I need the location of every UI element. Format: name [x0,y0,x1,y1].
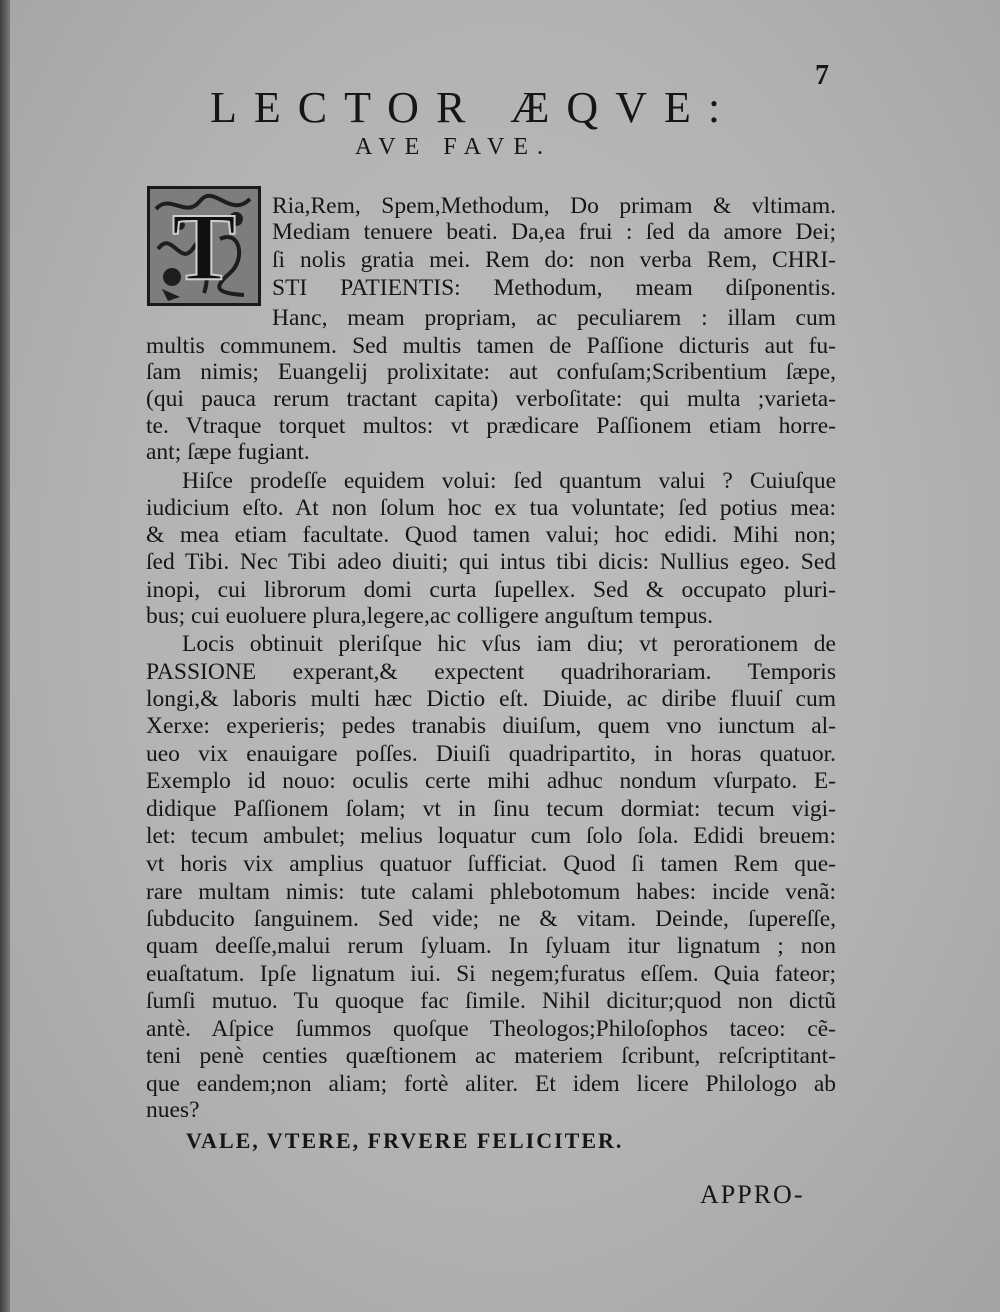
text-line: antè. Aſpice ſummos quoſque Theologos;Philoſophos taceo: cẽ- [146,1016,836,1042]
text-line: teni penè centies quæſtionem ac materiem ſcribunt, reſcriptitant- [146,1043,836,1069]
text-line: te. Vtraque torquet multos: vt prædicare Paſſionem etiam horre- [146,413,836,439]
text-line: iudicium eſto. At non ſolum hoc ex tua voluntate; ſed potius mea: [146,495,836,521]
drop-cap-letter: T [171,193,237,300]
page-gutter-shadow [0,0,10,1312]
text-line: quam deeſſe,malui rerum ſyluam. In ſyluam itur lignatum ; non [146,933,836,959]
catchword: APPRO- [700,1180,805,1209]
page-number: 7 [815,60,829,91]
text-line: vt horis vix amplius quatuor ſufficiat. Quod ſi tamen Rem que- [146,851,836,877]
text-line: Ria,Rem, Spem,Methodum, Do primam & vltimam. [272,193,836,219]
text-line: longi,& laboris multi hæc Dictio eſt. Diuide, ac diribe fluuiſ cum [146,686,836,712]
text-line: let: tecum ambulet; melius loquatur cum ſolo ſola. Edidi breuem: [146,823,836,849]
text-line: didique Paſſionem ſolam; vt in ſinu tecum dormiat: tecum vigi- [146,796,836,822]
text-line: Hiſce prodeſſe equidem volui: ſed quantum valui ? Cuiuſque [182,468,836,494]
text-line: (qui pauca rerum tractant capita) verboſitate: qui multa ;varieta- [146,386,836,412]
text-line: multis communem. Sed multis tamen de Paſſione dicturis aut fu- [146,333,836,359]
text-line: bus; cui euoluere plura,legere,ac colligere anguſtum tempus. [146,603,714,629]
page-heading: LECTOR ÆQVE: [210,83,738,132]
text-line: Exemplo id nouo: oculis certe mihi adhuc nondum vſurpato. E- [146,768,836,794]
drop-cap-ornament-icon [150,189,258,303]
text-line: nues? [146,1097,200,1123]
text-line: rare multam nimis: tute calami phlebotomum habes: incide venã: [146,879,836,905]
book-page [10,0,1000,1312]
text-line: que eandem;non aliam; fortè aliter. Et idem licere Philologo ab [146,1071,836,1097]
text-line: Locis obtinuit pleriſque hic vſus iam diu; vt perorationem de [182,631,836,657]
valediction: VALE, VTERE, FRVERE FELICITER. [186,1128,624,1153]
text-line: ſi nolis gratia mei. Rem do: non verba Rem, CHRI- [272,247,836,273]
text-line: STI PATIENTIS: Methodum, meam diſponentis. [272,275,836,301]
ornamental-drop-cap [147,186,261,306]
text-line: & mea etiam facultate. Quod tamen valui; hoc edidi. Mihi non; [146,522,836,548]
text-line: ueo vix enauigare poſſes. Diuiſi quadripartito, in horas quatuor. [146,741,836,767]
text-line: euaſtatum. Ipſe lignatum iui. Si negem;furatus eſſem. Quia fateor; [146,961,836,987]
text-line: Mediam tenuere beati. Da,ea frui : ſed da amore Dei; [272,219,836,245]
text-line: Hanc, meam propriam, ac peculiarem : illam cum [272,305,836,331]
text-line: PASSIONE experant,& expectent quadrihorariam. Temporis [146,659,836,685]
text-line: Xerxe: experieris; pedes tranabis diuiſum, quem vno iunctum al- [146,713,836,739]
text-line: ſed Tibi. Nec Tibi adeo diuiti; qui intus tibi dicis: Nullius egeo. Sed [146,549,836,575]
text-line: ſam nimis; Euangelij prolixitate: aut confuſam;Scribentium ſæpe, [146,359,836,385]
text-line: ſumſi mutuo. Tu quoque fac ſimile. Nihil dicitur;quod non dictũ [146,988,836,1014]
text-line: inopi, cui librorum domi curta ſupellex. Sed & occupato pluri- [146,577,836,603]
page-subheading: AVE FAVE. [355,134,553,160]
text-line: ſubducito ſanguinem. Sed vide; ne & vitam. Deinde, ſupereſſe, [146,906,836,932]
text-line: ant; ſæpe fugiant. [146,439,310,465]
